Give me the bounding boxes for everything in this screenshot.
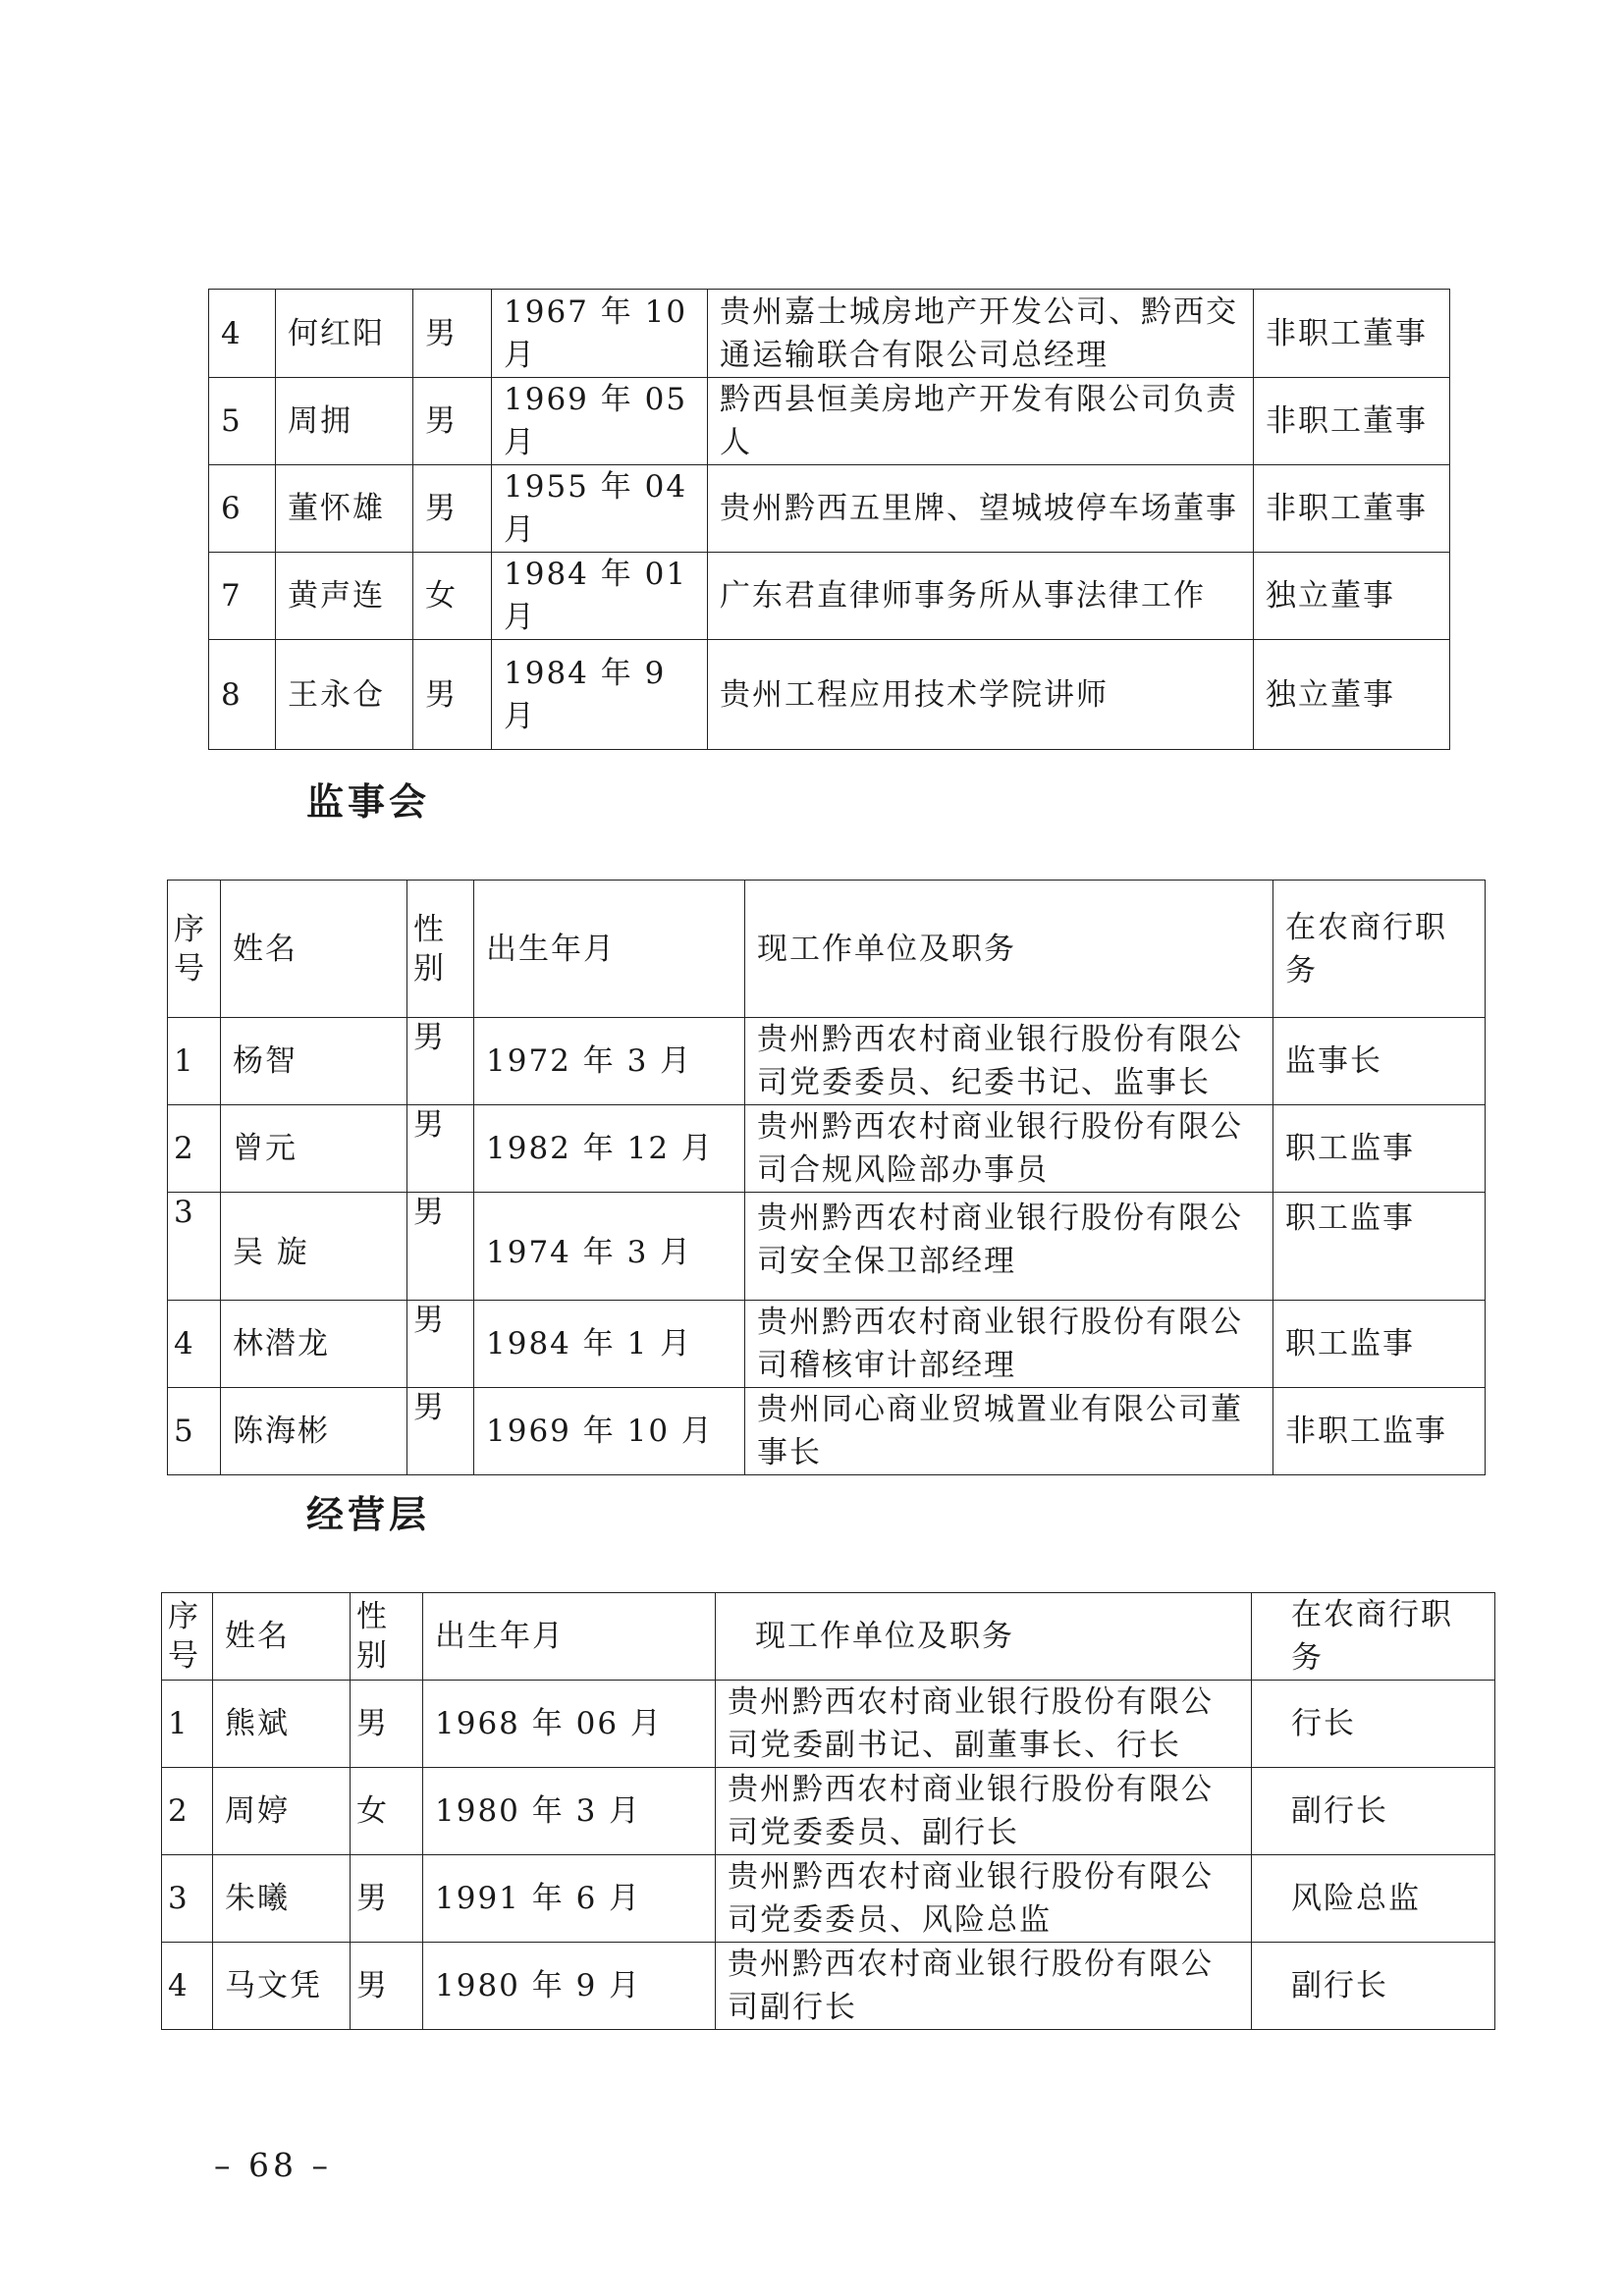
- row-gender: 女: [413, 553, 492, 640]
- table-header-row: [168, 881, 1486, 1018]
- row-birth: 1984 年 9 月: [492, 640, 708, 750]
- row-gender: 男: [351, 1855, 423, 1943]
- row-name: 周婷: [213, 1768, 351, 1855]
- row-post: 风险总监: [1252, 1855, 1495, 1943]
- header-unit: 现工作单位及职务: [716, 1593, 1252, 1681]
- row-post: 非职工监事: [1273, 1388, 1486, 1475]
- header-post: 在农商行职务: [1273, 881, 1486, 1018]
- row-no: 1: [162, 1681, 213, 1768]
- row-birth: 1991 年 6 月: [423, 1855, 716, 1943]
- page-number: – 68 –: [214, 2146, 332, 2184]
- row-name: 朱曦: [213, 1855, 351, 1943]
- row-birth: 1969 年 10 月: [474, 1388, 745, 1475]
- row-post: 职工监事: [1273, 1301, 1486, 1388]
- row-no: 3: [162, 1855, 213, 1943]
- row-birth: 1984 年 01 月: [492, 553, 708, 640]
- row-gender: 男: [351, 1943, 423, 2030]
- row-birth: 1955 年 04 月: [492, 465, 708, 553]
- row-no: 2: [168, 1105, 221, 1193]
- board-table: [208, 289, 1450, 750]
- header-name: 姓名: [221, 881, 407, 1018]
- row-gender: 男: [413, 290, 492, 378]
- row-unit: 贵州工程应用技术学院讲师: [708, 640, 1254, 750]
- row-post: 独立董事: [1254, 640, 1450, 750]
- row-unit: 贵州黔西农村商业银行股份有限公司稽核审计部经理: [745, 1301, 1273, 1388]
- row-gender: 男: [413, 378, 492, 465]
- row-post: 非职工董事: [1254, 465, 1450, 553]
- supervisory-section-title: 监事会: [306, 779, 431, 824]
- row-post: 副行长: [1252, 1768, 1495, 1855]
- row-post: 监事长: [1273, 1018, 1486, 1105]
- table-row: [168, 1301, 1486, 1388]
- row-post: 非职工董事: [1254, 290, 1450, 378]
- row-name: 熊斌: [213, 1681, 351, 1768]
- row-gender: 男: [407, 1193, 474, 1301]
- table-row: [168, 1388, 1486, 1475]
- row-unit: 贵州同心商业贸城置业有限公司董事长: [745, 1388, 1273, 1475]
- row-no: 4: [209, 290, 276, 378]
- table-row: [209, 553, 1450, 640]
- row-gender: 男: [351, 1681, 423, 1768]
- row-name: 陈海彬: [221, 1388, 407, 1475]
- row-gender: 男: [407, 1301, 474, 1388]
- header-gender: 性别: [407, 881, 474, 1018]
- row-no: 1: [168, 1018, 221, 1105]
- header-birth: 出生年月: [423, 1593, 716, 1681]
- row-no: 4: [162, 1943, 213, 2030]
- row-unit: 贵州黔西农村商业银行股份有限公司党委副书记、副董事长、行长: [716, 1681, 1252, 1768]
- header-no: 序号: [162, 1593, 213, 1681]
- header-unit: 现工作单位及职务: [745, 881, 1273, 1018]
- row-unit: 贵州黔西农村商业银行股份有限公司合规风险部办事员: [745, 1105, 1273, 1193]
- row-unit: 贵州黔西农村商业银行股份有限公司党委委员、风险总监: [716, 1855, 1252, 1943]
- header-birth: 出生年月: [474, 881, 745, 1018]
- row-unit: 广东君直律师事务所从事法律工作: [708, 553, 1254, 640]
- management-table: [161, 1592, 1495, 2030]
- row-name: 马文凭: [213, 1943, 351, 2030]
- row-birth: 1982 年 12 月: [474, 1105, 745, 1193]
- row-post: 非职工董事: [1254, 378, 1450, 465]
- row-no: 6: [209, 465, 276, 553]
- row-name: 董怀雄: [276, 465, 413, 553]
- row-birth: 1967 年 10 月: [492, 290, 708, 378]
- row-name: 林潜龙: [221, 1301, 407, 1388]
- row-birth: 1980 年 3 月: [423, 1768, 716, 1855]
- row-gender: 男: [413, 465, 492, 553]
- row-post: 行长: [1252, 1681, 1495, 1768]
- table-row: [168, 1105, 1486, 1193]
- header-no: 序号: [168, 881, 221, 1018]
- table-row: [168, 1018, 1486, 1105]
- row-post: 独立董事: [1254, 553, 1450, 640]
- row-unit: 贵州黔西五里牌、望城坡停车场董事: [708, 465, 1254, 553]
- row-no: 2: [162, 1768, 213, 1855]
- row-birth: 1980 年 9 月: [423, 1943, 716, 2030]
- row-post: 职工监事: [1273, 1105, 1486, 1193]
- row-no: 3: [168, 1193, 221, 1301]
- table-row: [209, 465, 1450, 553]
- row-no: 8: [209, 640, 276, 750]
- row-unit: 贵州黔西农村商业银行股份有限公司安全保卫部经理: [745, 1193, 1273, 1301]
- row-birth: 1969 年 05 月: [492, 378, 708, 465]
- table-row: [209, 378, 1450, 465]
- table-row: [162, 1681, 1495, 1768]
- row-no: 5: [209, 378, 276, 465]
- table-row: [162, 1768, 1495, 1855]
- row-unit: 黔西县恒美房地产开发有限公司负责人: [708, 378, 1254, 465]
- row-post: 副行长: [1252, 1943, 1495, 2030]
- table-row: [209, 290, 1450, 378]
- row-name: 周拥: [276, 378, 413, 465]
- header-gender: 性别: [351, 1593, 423, 1681]
- row-name: 吴 旋: [221, 1193, 407, 1301]
- row-gender: 男: [407, 1018, 474, 1105]
- row-name: 黄声连: [276, 553, 413, 640]
- table-header-row: [162, 1593, 1495, 1681]
- row-unit: 贵州黔西农村商业银行股份有限公司副行长: [716, 1943, 1252, 2030]
- table-row: [168, 1193, 1486, 1301]
- supervisory-table: [167, 880, 1486, 1475]
- row-no: 5: [168, 1388, 221, 1475]
- row-no: 4: [168, 1301, 221, 1388]
- row-post: 职工监事: [1273, 1193, 1486, 1301]
- row-name: 王永仓: [276, 640, 413, 750]
- row-name: 何红阳: [276, 290, 413, 378]
- row-birth: 1968 年 06 月: [423, 1681, 716, 1768]
- table-row: [209, 640, 1450, 750]
- row-unit: 贵州嘉士城房地产开发公司、黔西交通运输联合有限公司总经理: [708, 290, 1254, 378]
- row-gender: 女: [351, 1768, 423, 1855]
- row-no: 7: [209, 553, 276, 640]
- header-post: 在农商行职务: [1252, 1593, 1495, 1681]
- row-birth: 1974 年 3 月: [474, 1193, 745, 1301]
- row-unit: 贵州黔西农村商业银行股份有限公司党委委员、副行长: [716, 1768, 1252, 1855]
- management-section-title: 经营层: [306, 1492, 431, 1536]
- row-birth: 1984 年 1 月: [474, 1301, 745, 1388]
- table-row: [162, 1855, 1495, 1943]
- row-gender: 男: [407, 1388, 474, 1475]
- row-gender: 男: [413, 640, 492, 750]
- table-row: [162, 1943, 1495, 2030]
- header-name: 姓名: [213, 1593, 351, 1681]
- row-name: 曾元: [221, 1105, 407, 1193]
- row-gender: 男: [407, 1105, 474, 1193]
- row-birth: 1972 年 3 月: [474, 1018, 745, 1105]
- row-name: 杨智: [221, 1018, 407, 1105]
- row-unit: 贵州黔西农村商业银行股份有限公司党委委员、纪委书记、监事长: [745, 1018, 1273, 1105]
